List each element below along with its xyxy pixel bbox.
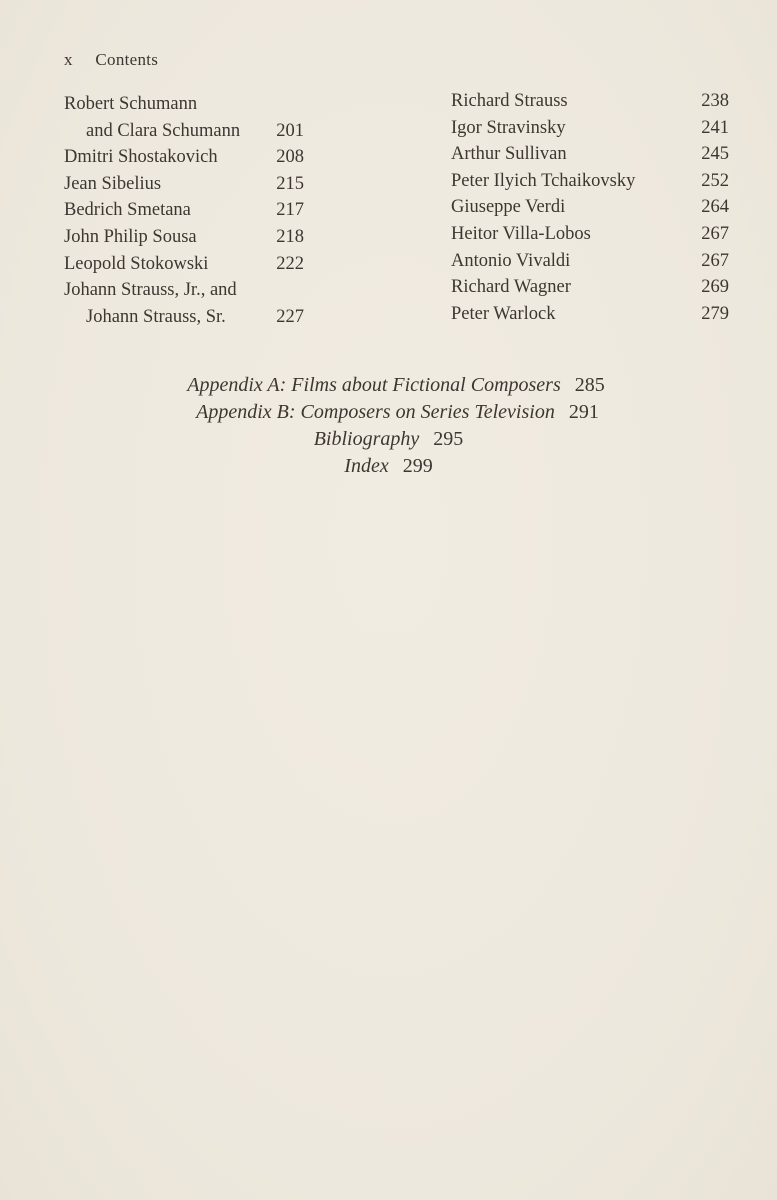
toc-entry-page: 279 [701,303,729,324]
toc-entry-stravinsky [451,115,729,142]
toc-entry-smetana [64,197,304,224]
toc-entry-page: 215 [276,173,304,194]
toc-entry-name: Giuseppe Verdi [451,197,566,218]
toc-entry-stokowski [64,251,304,278]
toc-entry-page: 238 [701,91,729,111]
toc-entry-vivaldi [451,248,729,275]
back-matter-title: Bibliography [313,428,420,450]
toc-entry-wagner [451,274,729,301]
toc-entry-sullivan [451,141,729,168]
toc-entry-name: Jean Sibelius [64,173,162,194]
toc-entry-villa-lobos [451,221,729,248]
toc-entry-name: Robert Schumann [64,94,198,114]
toc-entry-strauss-johann [64,277,304,330]
toc-entry-page: 267 [701,250,729,271]
toc-entry-shostakovich [64,144,304,171]
toc-entry-continuation: and Clara Schumann [86,120,241,141]
toc-entry-warlock [451,301,729,328]
toc-entry-page: 252 [701,170,729,191]
toc-entry-name: John Philip Sousa [64,226,197,247]
back-matter-page: 299 [402,455,433,477]
back-matter-title: Index [344,455,389,477]
toc-entry-name: Leopold Stokowski [64,253,209,274]
toc-entry-continuation: Johann Strauss, Sr. [86,306,226,327]
toc-entry-page: 227 [276,306,304,327]
toc-entry-sibelius [64,171,304,198]
toc-entry-name: Johann Strauss, Jr., and [64,280,237,301]
toc-entry-name: Peter Ilyich Tchaikovsky [451,170,636,191]
back-matter-bibliography [0,426,777,453]
toc-entry-schumann [64,91,304,144]
toc-entry-page: 217 [276,200,304,221]
toc-entry-page: 222 [276,253,304,274]
toc-entry-strauss-richard [451,88,729,115]
toc-entry-name: Dmitri Shostakovich [64,147,218,168]
back-matter-page: 285 [574,374,605,396]
back-matter-list [0,372,777,480]
page-number: x [64,50,73,69]
toc-entry-name: Richard Strauss [451,91,568,111]
toc-entry-page: 208 [276,147,304,168]
toc-entry-sousa [64,224,304,251]
back-matter-title: Appendix A: Films about Fictional Composers [187,374,561,396]
toc-entry-page: 269 [701,277,729,298]
toc-left-column [64,88,304,330]
running-head-title: Contents [95,50,159,69]
back-matter-title: Appendix B: Composers on Series Television [196,401,555,423]
back-matter-appendix-b [0,399,777,426]
toc-entry-name: Heitor Villa-Lobos [451,223,591,244]
toc-entry-tchaikovsky [451,168,729,195]
toc-right-column [451,88,729,327]
toc-entry-page: 241 [701,117,729,138]
toc-entry-page: 245 [701,144,729,165]
toc-entry-name: Peter Warlock [451,303,556,324]
back-matter-index [0,453,777,480]
running-head [64,50,158,70]
toc-entry-verdi [451,194,729,221]
toc-entry-name: Igor Stravinsky [451,117,566,138]
toc-entry-page: 264 [701,197,729,218]
toc-entry-page: 267 [701,223,729,244]
toc-entry-page: 218 [276,226,304,247]
back-matter-page: 295 [433,428,464,450]
toc-entry-page: 201 [276,120,304,141]
toc-entry-name: Antonio Vivaldi [451,250,571,271]
toc-entry-name: Bedrich Smetana [64,200,191,221]
toc-entry-name: Richard Wagner [451,277,571,298]
toc-entry-name: Arthur Sullivan [451,144,567,165]
back-matter-appendix-a [0,372,777,399]
back-matter-page: 291 [568,401,599,423]
